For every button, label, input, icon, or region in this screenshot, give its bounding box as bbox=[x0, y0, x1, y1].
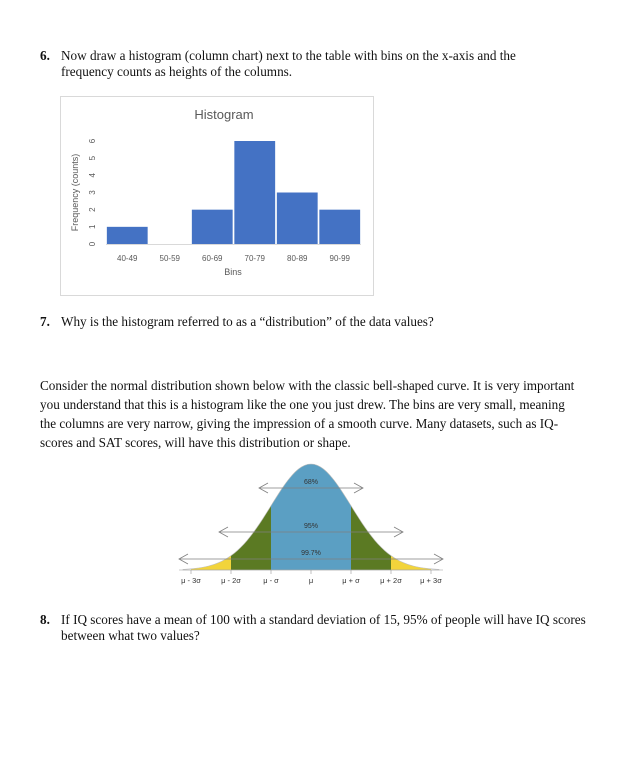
histogram-y-tick-label: 4 bbox=[88, 173, 97, 178]
question-8-text: If IQ scores have a mean of 100 with a standard deviation of 15, 95% of people will have IQ scores between what two values? bbox=[61, 612, 586, 643]
histogram-bar bbox=[192, 210, 233, 244]
histogram-y-tick-label: 3 bbox=[88, 190, 97, 195]
question-7-number: 7. bbox=[40, 314, 50, 329]
normal-distribution-paragraph: Consider the normal distribution shown below with the classic bell-shaped curve. It is very important you understand that this is a histogram like the one you just drew. The bins are very small, meaning the columns are very narrow, giving the impression of a smooth curve. Many datasets, such as IQ-scores and SAT scores, will have this distribution or shape. bbox=[40, 378, 575, 450]
bell-x-tick-label: μ - 2σ bbox=[221, 576, 241, 585]
bell-x-tick-label: μ + 2σ bbox=[380, 576, 402, 585]
histogram-title: Histogram bbox=[194, 107, 254, 122]
histogram-chart bbox=[60, 96, 374, 296]
histogram-y-tick-label: 2 bbox=[88, 207, 97, 212]
question-7-text: Why is the histogram referred to as a “distribution” of the data values? bbox=[61, 314, 434, 329]
histogram-y-tick-label: 0 bbox=[88, 241, 97, 247]
histogram-x-tick-label: 60-69 bbox=[202, 254, 223, 263]
histogram-svg bbox=[61, 97, 373, 295]
histogram-y-axis-label: Frequency (counts) bbox=[70, 153, 80, 232]
question-8-number: 8. bbox=[40, 612, 50, 627]
bell-x-tick-label: μ - σ bbox=[263, 576, 279, 585]
question-6-number: 6. bbox=[40, 48, 50, 63]
bell-x-tick-label: μ + σ bbox=[342, 576, 360, 585]
bell-x-tick-label: μ + 3σ bbox=[420, 576, 442, 585]
histogram-x-tick-label: 80-89 bbox=[287, 254, 308, 263]
histogram-x-axis-label: Bins bbox=[224, 267, 242, 277]
histogram-y-tick-label: 5 bbox=[88, 155, 97, 161]
histogram-bar bbox=[319, 210, 360, 244]
histogram-x-tick-label: 90-99 bbox=[329, 254, 350, 263]
histogram-y-tick-label: 1 bbox=[88, 224, 97, 230]
histogram-x-tick-label: 70-79 bbox=[244, 254, 265, 263]
question-6-text: Now draw a histogram (column chart) next to the table with bins on the x-axis and the frequency counts as heights of the columns. bbox=[61, 48, 516, 79]
histogram-bar bbox=[277, 193, 318, 245]
histogram-bar bbox=[234, 141, 275, 244]
percent-label: 68% bbox=[303, 479, 319, 486]
histogram-x-tick-label: 40-49 bbox=[117, 254, 138, 263]
percent-label: 99.7% bbox=[301, 550, 321, 557]
bell-x-tick-label: μ - 3σ bbox=[181, 576, 201, 585]
histogram-bar bbox=[107, 227, 148, 244]
bell-x-tick-label: μ bbox=[308, 576, 314, 585]
normal-distribution-chart bbox=[170, 458, 450, 592]
histogram-y-tick-label: 6 bbox=[88, 138, 97, 144]
percent-label: 95% bbox=[303, 523, 319, 530]
histogram-x-tick-label: 50-59 bbox=[159, 254, 180, 263]
